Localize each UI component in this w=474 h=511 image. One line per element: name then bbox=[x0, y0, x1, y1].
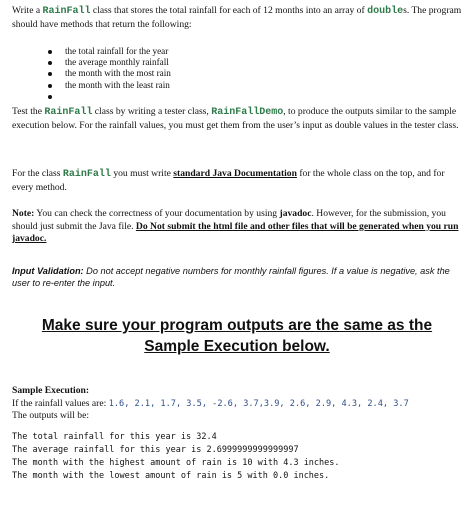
intro-text-3: s. The program should have methods that return the following: bbox=[12, 5, 462, 30]
note-warning: Do Not submit the html file and other files that will be generated when you run javadoc. bbox=[12, 220, 459, 244]
list-item-text: the total rainfall for the year bbox=[65, 46, 169, 56]
class-name-rainfalldemo: RainFallDemo bbox=[211, 107, 284, 118]
doc-text-2: you must write bbox=[110, 168, 174, 179]
tester-text-2: class by writing a tester class, bbox=[92, 106, 212, 117]
intro-paragraph bbox=[12, 5, 468, 31]
validation-label: Input Validation: bbox=[12, 266, 84, 276]
outputs-label: The outputs will be: bbox=[12, 410, 90, 421]
javadoc-term: javadoc bbox=[279, 208, 312, 219]
bullet-icon bbox=[48, 61, 52, 65]
list-item bbox=[48, 68, 171, 79]
rainfall-values: 1.6, 2.1, 1.7, 3.5, -2.6, 3.7,3.9, 2.6, 2.9, 4.3, 2.4, 3.7 bbox=[108, 398, 409, 409]
values-prefix: If the rainfall values are: bbox=[12, 397, 109, 409]
bullet-icon bbox=[48, 50, 52, 54]
list-item bbox=[48, 46, 171, 57]
intro-text-2: class that stores the total rainfall for each of 12 months into an array of bbox=[90, 5, 368, 16]
list-item bbox=[48, 80, 171, 91]
output-line: The month with the highest amount of rain is 10 with 4.3 inches. bbox=[12, 458, 340, 468]
validation-paragraph bbox=[12, 265, 468, 289]
list-item-text: the month with the least rain bbox=[65, 79, 170, 90]
doc-text-1: For the class bbox=[12, 168, 63, 179]
java-documentation-link[interactable]: standard Java Documentation bbox=[173, 168, 297, 179]
sample-execution-section bbox=[12, 385, 468, 423]
note-text-2: . However, for the submission, you should just submit the Java file. bbox=[12, 208, 446, 232]
class-name-rainfall: RainFall bbox=[44, 107, 93, 118]
validation-text: Do not accept negative numbers for monthly rainfall figures. If a value is negative, ask the user to re-enter the input. bbox=[12, 266, 450, 288]
note-text-1: You can check the correctness of your documentation by using bbox=[34, 208, 280, 219]
note-label: Note: bbox=[12, 208, 35, 219]
output-line: The total rainfall for this year is 32.4 bbox=[12, 432, 217, 442]
intro-text-1: Write a bbox=[12, 5, 43, 16]
type-name-double: double bbox=[367, 6, 404, 17]
documentation-paragraph bbox=[12, 168, 468, 194]
headline-line-2: Sample Execution below. bbox=[144, 338, 330, 355]
doc-text-3: for the whole class on the top, and for every method. bbox=[12, 168, 445, 193]
tester-text-3: , to produce the outputs similar to the sample execution below. For the rainfall values, you must get them from the user’s input as double values in the tester class. bbox=[12, 106, 459, 131]
output-line: The month with the lowest amount of rain is 5 with 0.0 inches. bbox=[12, 471, 330, 481]
bullet-icon bbox=[48, 84, 52, 88]
bullet-icon bbox=[48, 95, 52, 99]
tester-text-1: Test the bbox=[12, 106, 45, 117]
list-item-text: the average monthly rainfall bbox=[65, 57, 169, 68]
methods-list bbox=[48, 46, 171, 102]
tester-paragraph bbox=[12, 106, 468, 132]
output-line: The average rainfall for this year is 2.6999999999999997 bbox=[12, 445, 299, 455]
list-item bbox=[48, 57, 171, 68]
class-name-rainfall: RainFall bbox=[62, 169, 111, 180]
list-item-text: the month with the most rain bbox=[65, 68, 171, 79]
list-item bbox=[48, 91, 171, 102]
class-name-rainfall: RainFall bbox=[42, 6, 91, 17]
headline-line-1: Make sure your program outputs are the same as the bbox=[41, 317, 433, 334]
bullet-icon bbox=[48, 72, 52, 76]
sample-label: Sample Execution: bbox=[12, 385, 90, 396]
rainfall-values-line bbox=[12, 398, 468, 411]
note-paragraph bbox=[12, 208, 468, 246]
